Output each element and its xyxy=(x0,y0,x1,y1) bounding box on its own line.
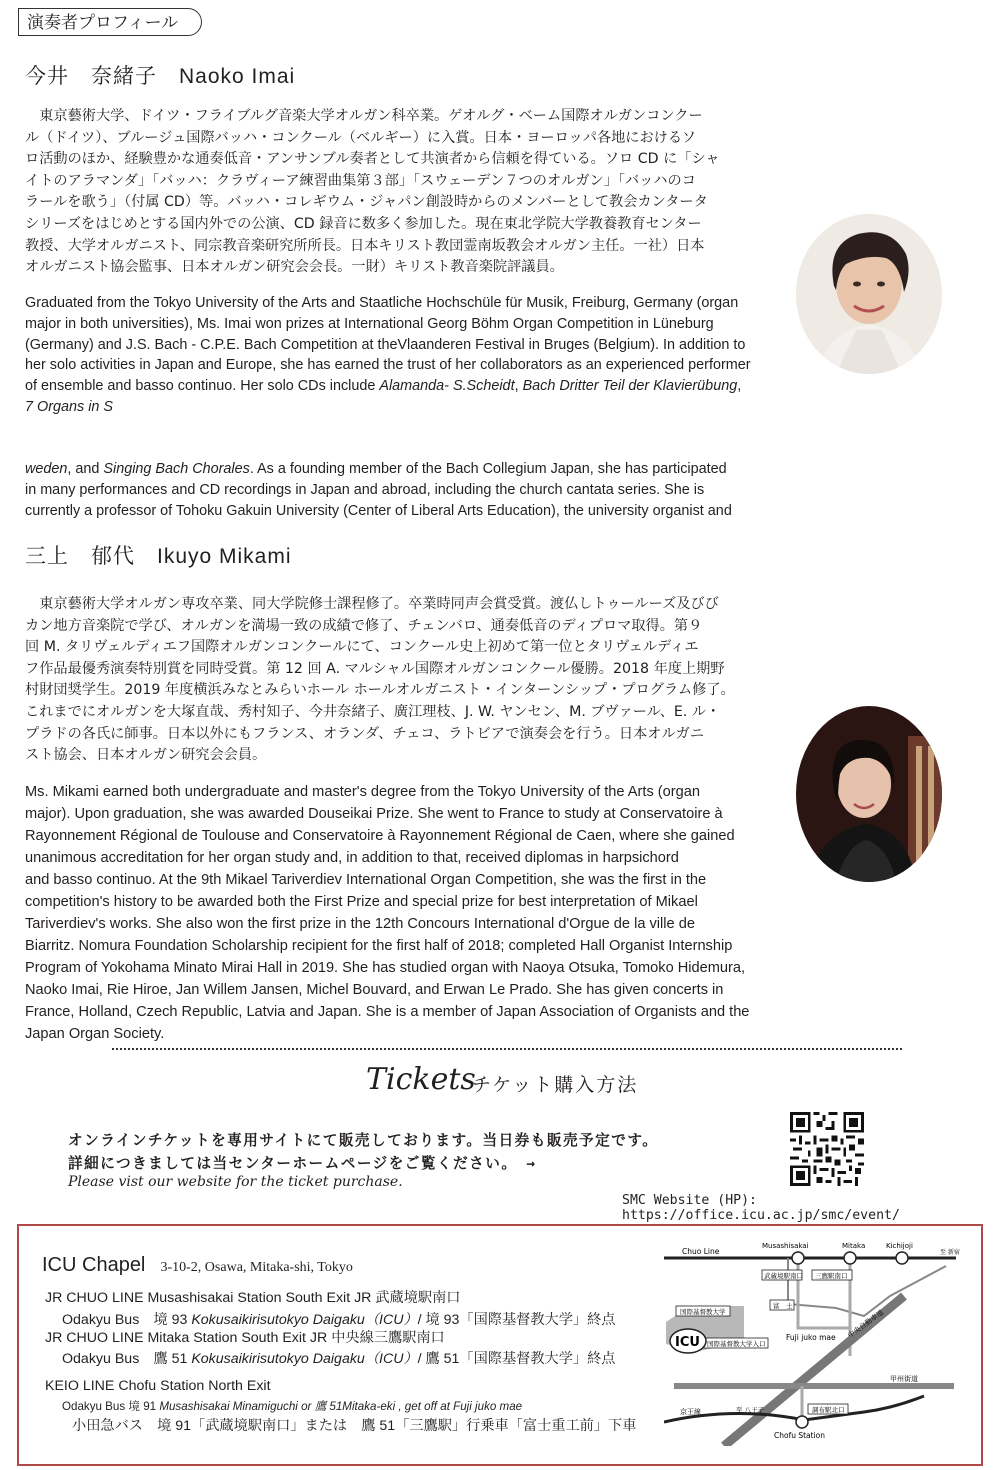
bio-line: weden, and Singing Bach Chorales. As a founding member of the Bach Collegium Japan, she has participated xyxy=(25,461,727,477)
bio-line: 回 M. タリヴェルディエフ国際オルガンコンクールにて、コンクール史上初めて第一位とタリヴェルディエ xyxy=(25,639,699,656)
bio-line: 7 Organs in S xyxy=(25,398,113,415)
bio-line: Naoko Imai, Rie Hiroe, Jan Willem Jansen, Michel Bouvard, and Erwan Le Prado. She has given concerts in xyxy=(25,982,724,998)
section-tag: 演奏者プロフィール xyxy=(18,8,202,36)
imai-name xyxy=(25,60,295,90)
venue-row xyxy=(42,1254,353,1277)
bio-line: unanimous accreditation for her organ study and, in addition to that, received diplomas in harpsichord xyxy=(25,850,679,866)
bio-line: ロ活動のほか、経験豊かな通奏低音・アンサンブル奏者として共演者から信頼を得ている。ソロ CD に「シャ xyxy=(25,151,720,168)
map-chuo-expy: 中央自動車道 xyxy=(846,1308,886,1340)
access-map xyxy=(664,1236,964,1446)
bio-line: プラドの各氏に師事。日本以外にもフランス、オランダ、チェコ、ラトビアで演奏会を行う。日本オルガニ xyxy=(25,725,705,742)
bio-line: in many performances and CD recordings in Japan and abroad, including the church cantata series. She is xyxy=(25,481,705,498)
bio-line: これまでにオルガンを大塚直哉、秀村知子、今井奈緒子、廣江理枝、J. W. ヤンセン、M. ブヴァール、E. ル・ xyxy=(25,703,721,720)
bio-line: Graduated from the Tokyo University of the Arts and Staatliche Hochschüle für Musik, Freiburg, Germany (organ xyxy=(25,295,739,311)
bio-line: Tariverdiev's works. She also won the first prize in the 12th Concours International d'Orgue de la ville de xyxy=(25,916,695,932)
map-icu-stop: 国際基督教大学入口 xyxy=(707,1340,766,1348)
venue-name: ICU Chapel xyxy=(42,1254,146,1276)
bio-line: Program of Yokohama Minato Mirai Hall in 2019. She has studied organ with Naoya Otsuka, Tomoko Hidemura, xyxy=(25,960,746,976)
mikami-photo xyxy=(796,706,942,882)
bus-chofu: Odakyu Bus 境 91 Musashisakai Minamiguchi or 鷹 51Mitaka-eki , get off at Fuji juko mae xyxy=(62,1400,523,1413)
bio-line: France, Holland, Czech Republic, Latvia and Japan. She is a member of Japan Association of Organists and the xyxy=(25,1004,750,1020)
tickets-line-2: 詳細につきましては当センターホームページをご覧ください。 → xyxy=(68,1155,537,1172)
map-icu: ICU xyxy=(675,1335,700,1350)
tickets-line-1: オンラインチケットを専用サイトにて販売しております。当日券も販売予定です。 xyxy=(68,1132,659,1149)
map-kichijoji: Kichijoji xyxy=(886,1242,913,1250)
mikami-name xyxy=(25,540,292,570)
imai-name-en: Naoko Imai xyxy=(179,65,296,88)
separator xyxy=(112,1048,902,1050)
map-chofu: Chofu Station xyxy=(774,1431,826,1440)
smc-website[interactable]: SMC Website (HP): https://office.icu.ac.jp/smc/event/ xyxy=(622,1193,900,1223)
bio-line: her solo activities in Japan and Europe, she has earned the trust of her collaborators as an experienced performer xyxy=(25,357,751,374)
bio-line: major in both universities), Ms. Imai won prizes at International Georg Böhm Organ Competition in Lüneburg xyxy=(25,315,714,332)
bio-line: フ作品最優秀演奏特別賞を同時受賞。第 12 回 A. マルシャル国際オルガンコンクール優勝。2018 年度上期野 xyxy=(25,660,725,677)
jr-mitaka: JR CHUO LINE Mitaka Station South Exit JR 中央線三鷹駅南口 xyxy=(45,1330,445,1346)
map-musashisakai: Musashisakai xyxy=(762,1242,809,1250)
map-to-shinjuku: 至 新宿 xyxy=(940,1249,960,1256)
venue-address: 3-10-2, Osawa, Mitaka-shi, Tokyo xyxy=(160,1260,353,1275)
jr-musashisakai: JR CHUO LINE Musashisakai Station South Exit JR 武蔵境駅南口 xyxy=(45,1290,461,1306)
bio-line: ラールを歌う」（付属 CD）等。バッハ・コレギウム・ジャパン創設時からのメンバーとして教会カンタータ xyxy=(25,194,708,211)
map-musashisakai-south: 武蔵境駅南口 xyxy=(764,1272,803,1280)
imai-bio-en-cont xyxy=(25,459,765,521)
bus-mitaka: Odakyu Bus 鷹 51 Kokusaikirisutokyo Daigaku（ICU）/ 鷹 51「国際基督教大学」終点 xyxy=(62,1351,616,1367)
bio-line: competition's history to be awarded both the First Prize and special prize for best interpretation of Mikael xyxy=(25,894,698,910)
tickets-title-jp: チケット購入方法 xyxy=(472,1074,639,1096)
bio-line: 教授、大学オルガニスト、同宗教音楽研究所所長。日本キリスト教団霊南坂教会オルガン主任。一社）日本 xyxy=(25,237,705,254)
map-icu-label: 国際基督教大学 xyxy=(680,1308,726,1316)
bio-line: major). Upon graduation, she was awarded Douseikai Prize. She went to France to study at Conservatoire à xyxy=(25,806,723,822)
tickets-title: Tickets xyxy=(366,1062,476,1097)
bio-line: Ms. Mikami earned both undergraduate and master's degree from the Tokyo University of the Arts (organ xyxy=(25,784,700,800)
bio-line: イトのアラマンダ」「バッハ：クラヴィーア練習曲集第３部」「スウェーデン７つのオルガン」「バッハのコ xyxy=(25,172,696,189)
mikami-bio-jp xyxy=(25,594,767,767)
map-mitaka: Mitaka xyxy=(842,1242,866,1250)
bio-line: 東京藝術大学、ドイツ・フライブルグ音楽大学オルガン科卒業。ゲオルグ・ベーム国際オルガンコンクー xyxy=(39,108,703,124)
bus-chofu-jp: 小田急バス 境 91「武蔵境駅南口」または 鷹 51「三鷹駅」行乗車「富士重工前」下車 xyxy=(72,1418,637,1434)
mikami-name-jp: 三上 郁代 xyxy=(25,544,135,568)
tickets-line-en: Please vist our website for the ticket purchase. xyxy=(68,1174,403,1190)
bio-line: 村財団奨学生。2019 年度横浜みなとみらいホール ホールオルガニスト・インターンシップ・プログラム修了。 xyxy=(25,682,735,699)
imai-name-jp: 今井 奈緒子 xyxy=(25,64,157,88)
bio-line: Japan Organ Society. xyxy=(25,1026,165,1042)
map-keio: 京王線 xyxy=(680,1408,701,1416)
map-fuji: Fuji juko mae xyxy=(786,1333,836,1342)
bio-line: (Germany) and J.S. Bach - C.P.E. Bach Competition at theVlaanderen Festival in Bruges (Belgium). In addition to xyxy=(25,336,746,353)
mikami-name-en: Ikuyo Mikami xyxy=(157,545,292,568)
imai-photo xyxy=(796,214,942,374)
bio-line: of ensemble and basso continuo. Her solo CDs include Alamanda- S.Scheidt, Bach Dritter Teil der Klavierübung, xyxy=(25,378,742,395)
keio-chofu: KEIO LINE Chofu Station North Exit xyxy=(45,1378,271,1394)
map-chuo-line: Chuo Line xyxy=(682,1247,720,1256)
bio-line: カン地方音楽院で学び、オルガンを満場一致の成績で修了、チェンバロ、通奏低音のディプロマ取得。第９ xyxy=(25,617,703,634)
qr-code[interactable] xyxy=(790,1112,864,1186)
bio-line: オルガニスト協会監事、日本オルガン研究会会長。一財）キリスト教音楽院評議員。 xyxy=(25,259,564,276)
bio-line: シリーズをはじめとする国内外での公演、CD 録音に数多く参加した。現在東北学院大学教養教育センター xyxy=(25,215,702,232)
bio-line: Biarritz. Nomura Foundation Scholarship recipient for the first half of 2018; completed Hall Organist Internship xyxy=(25,938,733,954)
imai-bio-jp xyxy=(25,106,765,279)
bio-line: and basso continuo. At the 9th Mikael Tariverdiev International Organ Competition, she was the first in the xyxy=(25,872,707,888)
map-chofu-north: 調布駅北口 xyxy=(812,1406,845,1414)
bio-line: Rayonnement Régional de Toulouse and Conservatoire à Rayonnement Régional de Caen, where she gained xyxy=(25,828,735,844)
map-fuji-jp: 富 士 xyxy=(773,1302,793,1310)
imai-bio-en xyxy=(25,293,765,418)
bio-line: 東京藝術大学オルガン専攻卒業、同大学院修士課程修了。卒業時同声会賞受賞。渡仏しトゥールーズ及びび xyxy=(39,596,719,612)
bio-line: ル（ドイツ）、ブルージュ国際バッハ・コンクール（ベルギー）に入賞。日本・ヨーロッパ各地におけるソ xyxy=(25,129,696,146)
map-mitaka-south: 三鷹駅南口 xyxy=(815,1272,848,1280)
map-koshu: 甲州街道 xyxy=(890,1375,918,1383)
bus-musashisakai: Odakyu Bus 境 93 Kokusaikirisutokyo Daigaku（ICU）/ 境 93「国際基督教大学」終点 xyxy=(62,1312,616,1328)
bio-line: スト協会、日本オルガン研究会会員。 xyxy=(25,747,267,764)
bio-line: currently a professor of Tohoku Gakuin University (Center of Liberal Arts Education), the university organist and xyxy=(25,502,732,519)
mikami-bio-en xyxy=(25,781,760,1045)
map-hachioji: 至 八王子 xyxy=(736,1406,765,1414)
